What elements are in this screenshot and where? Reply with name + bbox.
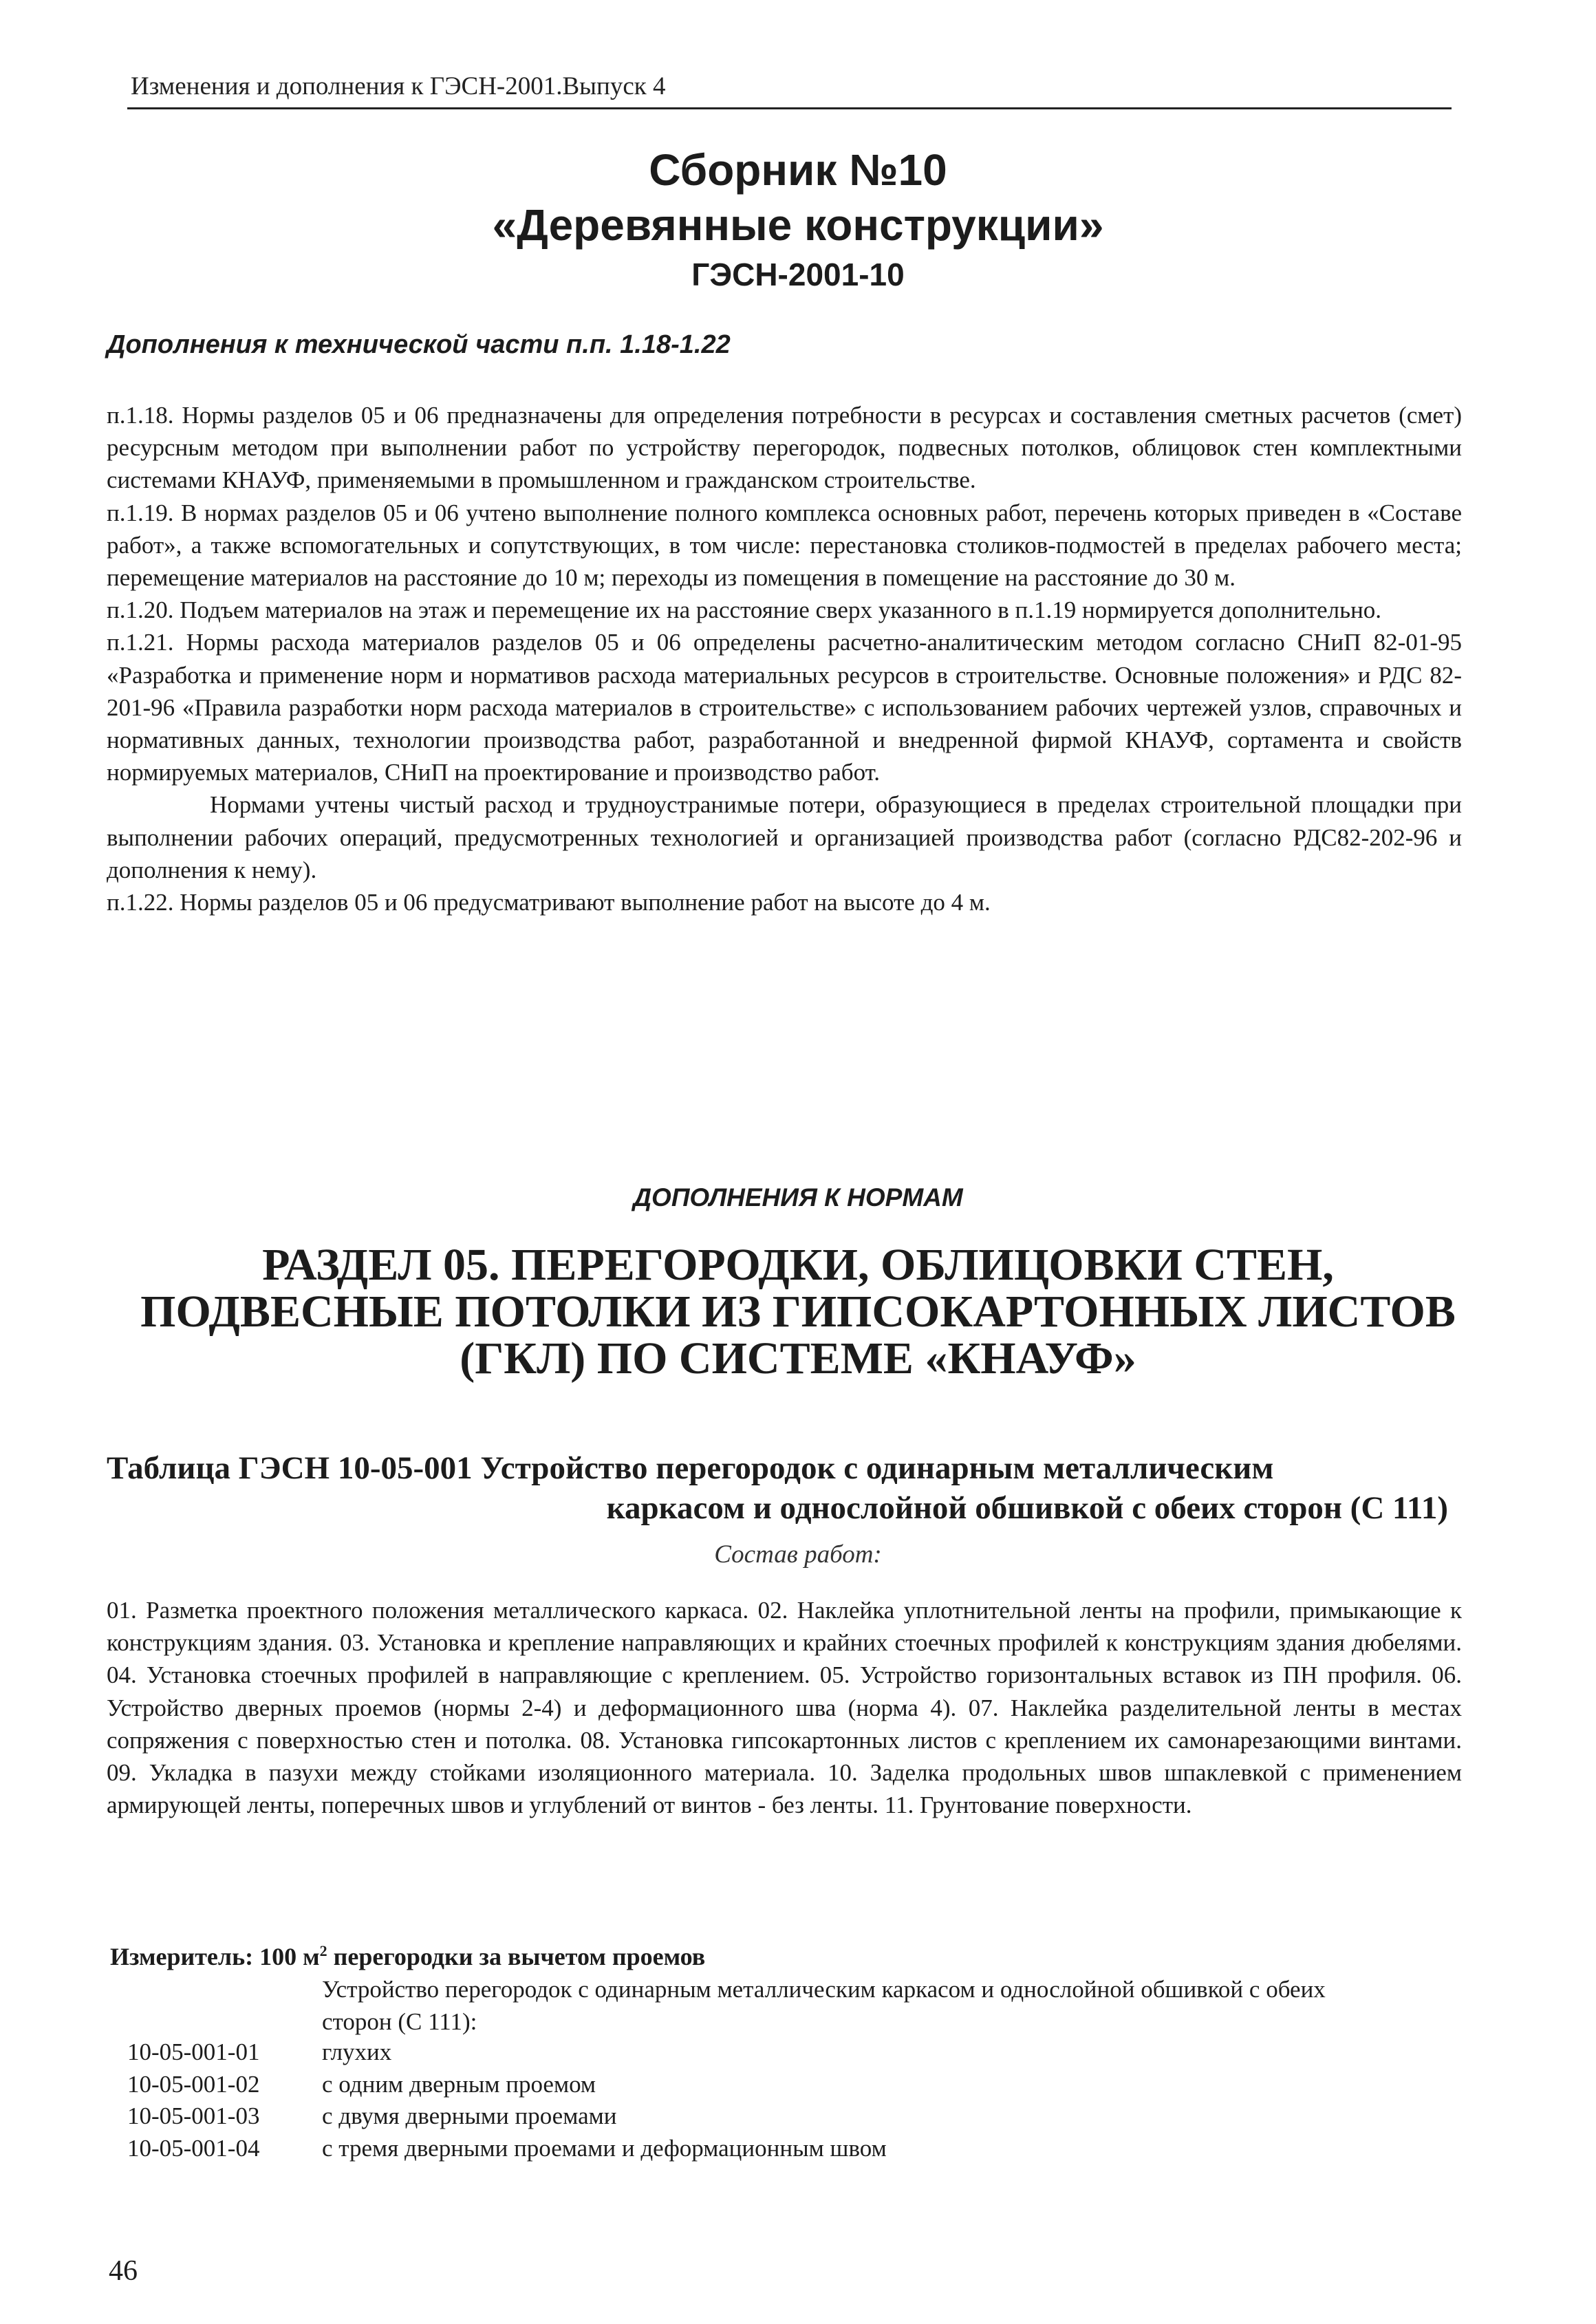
section-title [0,1242,1596,1382]
meter [110,1942,705,1971]
norm-row [127,2133,887,2165]
works-list: 01. Разметка проектного положения металлического каркаса. 02. Наклейка уплотнительной ленты на профили, примыкающие к конструкциям здания. 03. Установка и крепление направляющих и крайних стоечных профилей к конструкциям здания дюбелями. 04. Установка стоечных профилей в направляющие с креплением. 05. Устройство горизонтальных вставок из ПН профиля. 06. Устройство дверных проемов (нормы 2-4) и деформационного шва (норма 4). 07. Наклейка разделительной ленты в местах сопряжения с поверхностью стен и потолка. 08. Установка гипсокартонных листов с креплением их самонарезающими винтами. 09. Укладка в пазухи между стойками изоляционного материала. 10. Заделка продольных швов шпаклевкой с применением армирующей ленты, поперечных швов и углублений от винтов - без ленты. 11. Грунтование поверхности. [107,1597,1462,1819]
paragraph-1-20: п.1.20. Подъем материалов на этаж и перемещение их на расстояние сверх указанного в п.1.19 нормируется дополнительно. [107,596,1382,624]
norm-label: с одним дверным проемом [322,2070,596,2098]
header-rule [127,107,1452,109]
page-number: 46 [109,2255,138,2287]
paragraph-1-22: п.1.22. Нормы разделов 05 и 06 предусматривают выполнение работ на высоте до 4 м. [107,889,991,916]
collection-subtitle: «Деревянные конструкции» [492,200,1104,250]
collection-code: ГЭСН-2001-10 [691,257,905,292]
meter-prefix: Измеритель: 100 м [110,1943,320,1970]
section-title-line: (ГКЛ) ПО СИСТЕМЕ «КНАУФ» [460,1333,1136,1384]
norm-row [127,2036,887,2069]
norm-label: с двумя дверными проемами [322,2102,617,2129]
norm-label: с тремя дверными проемами и деформационным швом [322,2134,887,2162]
norm-row [127,2069,887,2101]
norm-items [127,2036,887,2164]
norm-description: Устройство перегородок с одинарным металлическим каркасом и однослойной обшивкой с обеих сторон (С 111): [322,1976,1326,2035]
norms-heading: ДОПОЛНЕНИЯ К НОРМАМ [633,1183,963,1212]
table-title-line: каркасом и однослойной обшивкой с обеих сторон (С 111) [606,1490,1448,1526]
composition-text [107,1594,1462,1821]
norm-code: 10-05-001-04 [127,2134,260,2162]
paragraph-1-21-note: Нормами учтены чистый расход и трудноустранимые потери, образующиеся в пределах строительной площадки при выполнении рабочих операций, предусмотренных технологией и организацией производства работ (согласно РДС82-202-96 и дополнения к нему). [107,791,1462,883]
table-title [107,1448,1448,1528]
running-header: Изменения и дополнения к ГЭСН-2001.Выпуск 4 [131,72,666,100]
paragraph-1-21: п.1.21. Нормы расхода материалов разделов 05 и 06 определены расчетно-аналитическим методом согласно СНиП 82-01-95 «Разработка и применение норм и нормативов расхода материальных ресурсов в строительстве. Основные положения» и РДС 82-201-96 «Правила разработки норм расхода материалов в строительстве» с использованием рабочих чертежей узлов, справочных и нормативных данных, технологии производства работ, разработанной и внедренной фирмой КНАУФ, сортамента и свойств нормируемых материалов, СНиП на проектирование и производство работ. [107,629,1462,786]
paragraph-1-18: п.1.18. Нормы разделов 05 и 06 предназначены для определения потребности в ресурсах и составления сметных расчетов (смет) ресурсным методом при выполнении работ по устройству перегородок, подвесных потолков, облицовок стен комплектными системами КНАУФ, применяемыми в промышленном и гражданском строительстве. [107,402,1462,494]
paragraph-1-19: п.1.19. В нормах разделов 05 и 06 учтено выполнение полного комплекса основных работ, перечень которых приведен в «Составе работ», а также вспомогательных и сопутствующих, в том числе: перестановка столиков-подмостей в пределах рабочего места; перемещение материалов на расстояние до 10 м; переходы из помещения в помещение на расстояние до 30 м. [107,499,1462,592]
technical-part-heading: Дополнения к технической части п.п. 1.18-1.22 [107,330,731,359]
table-title-line: Таблица ГЭСН 10-05-001 Устройство перегородок с одинарным металлическим [107,1450,1274,1486]
norm-label: глухих [322,2038,392,2065]
technical-part-text [107,399,1462,918]
meter-superscript: 2 [319,1942,327,1959]
section-title-line: РАЗДЕЛ 05. ПЕРЕГОРОДКИ, ОБЛИЦОВКИ СТЕН, [262,1240,1334,1290]
composition-label: Состав работ: [714,1540,882,1569]
norm-code: 10-05-001-03 [127,2102,260,2129]
norm-code: 10-05-001-01 [127,2038,260,2065]
norm-row [127,2100,887,2133]
meter-suffix: перегородки за вычетом проемов [327,1943,706,1970]
norm-code: 10-05-001-02 [127,2070,260,2098]
collection-title: Сборник №10 [649,145,947,195]
section-title-line: ПОДВЕСНЫЕ ПОТОЛКИ ИЗ ГИПСОКАРТОННЫХ ЛИСТОВ [140,1287,1456,1337]
